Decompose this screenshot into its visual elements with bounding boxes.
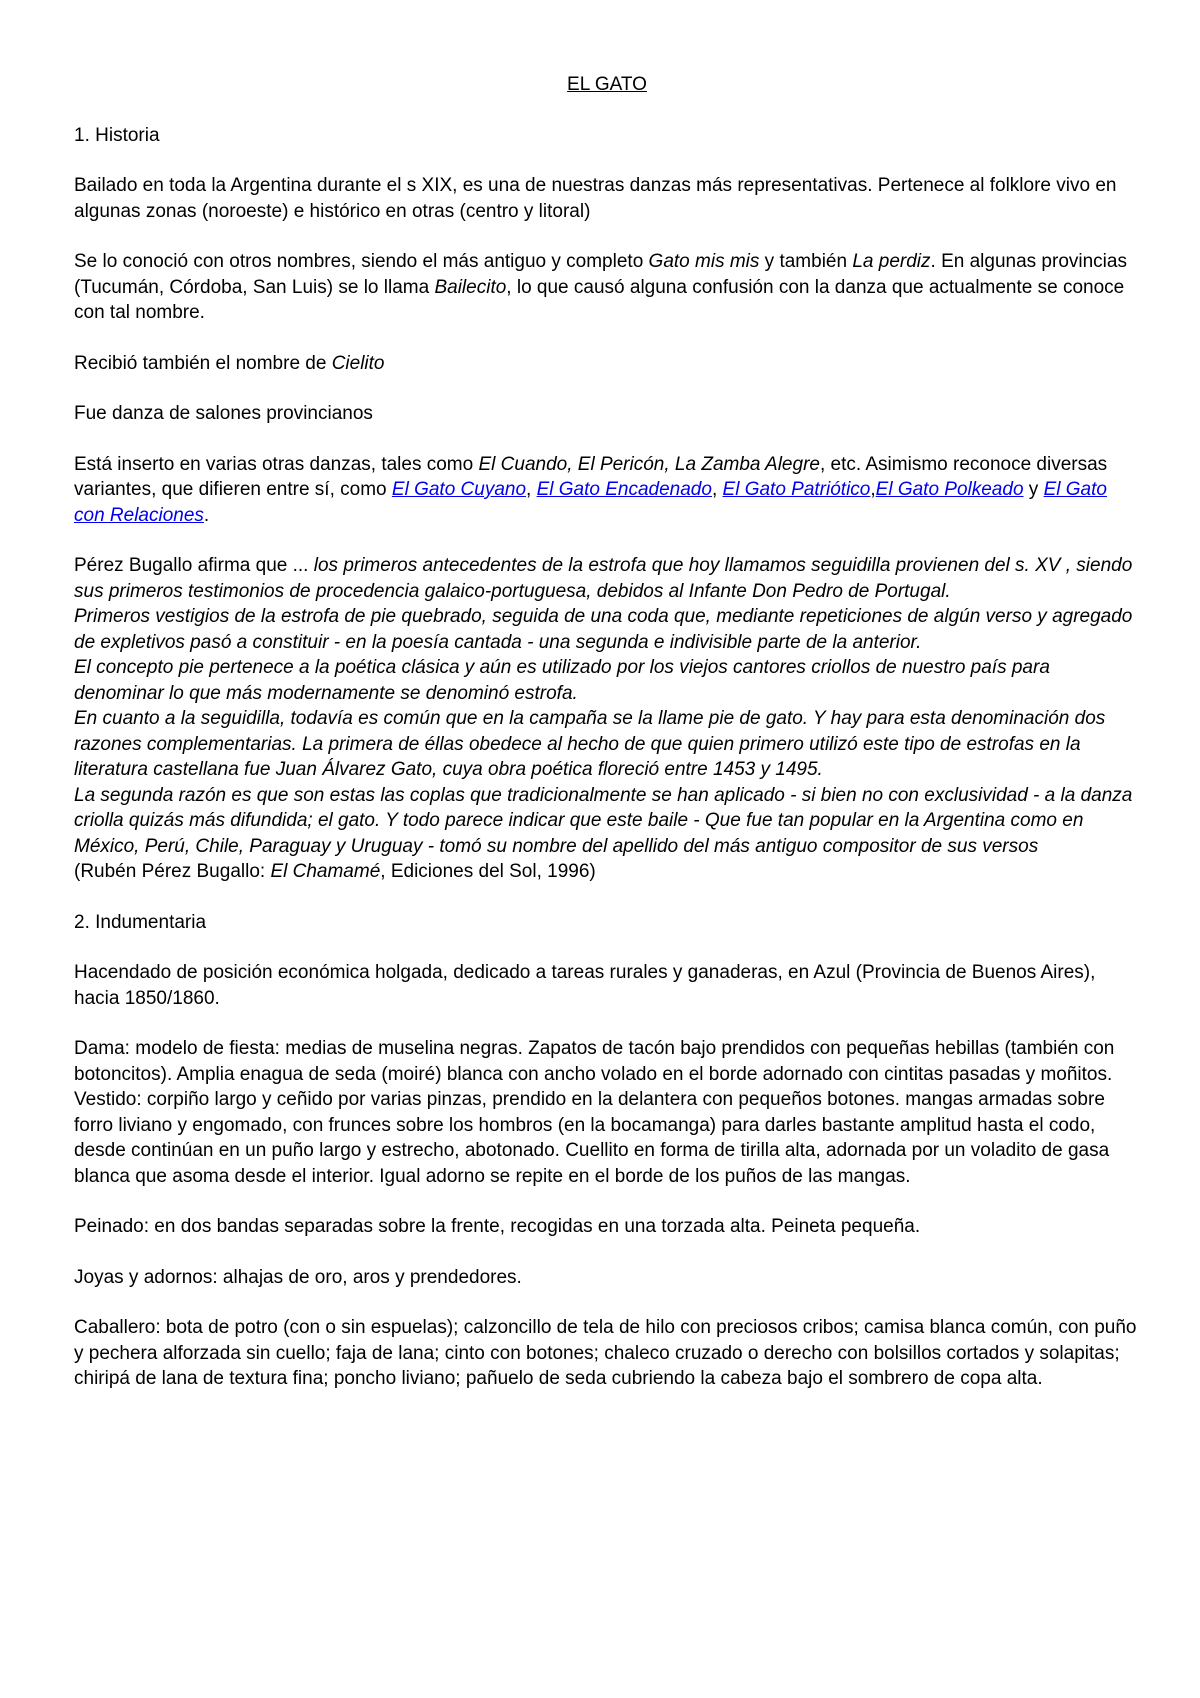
link-gato-encadenado[interactable]: El Gato Encadenado xyxy=(536,479,712,500)
section-heading-historia: 1. Historia xyxy=(74,124,160,146)
link-gato-con-relaciones[interactable]: El Gato con Relaciones xyxy=(74,479,1107,526)
paragraph: Bailado en toda la Argentina durante el s XIX, es una de nuestras danzas más representativas. Pertenece al folklore vivo en algunas zonas (noroeste) e histórico en otras (centro y litoral) xyxy=(74,175,1117,222)
paragraph: Se lo conoció con otros nombres, siendo el más antiguo y completo Gato mis mis y también La perdiz. En algunas provincias (Tucumán, Córdoba, San Luis) se lo llama Bailecito, lo que causó alguna confusión con la danza que actualmente se conoce con tal nombre. xyxy=(74,251,1127,323)
quote-line: El concepto pie pertenece a la poética clásica y aún es utilizado por los viejos cantores criollos de nuestro país para denominar lo que más modernamente se denominó estrofa. xyxy=(74,657,1050,704)
paragraph: Caballero: bota de potro (con o sin espuelas); calzoncillo de tela de hilo con preciosos cribos; camisa blanca común, con puño y pechera alforzada sin cuello; faja de lana; cinto con botones; chaleco cruzado o derecho con bolsillos cortados y solapitas; chiripá de lana de textura fina; poncho liviano; pañuelo de seda cubriendo la cabeza bajo el sombrero de copa alta. xyxy=(74,1317,1137,1389)
link-gato-cuyano[interactable]: El Gato Cuyano xyxy=(391,479,527,500)
link-gato-patriotico[interactable]: El Gato Patriótico xyxy=(722,479,871,500)
section-heading-indumentaria: 2. Indumentaria xyxy=(74,911,207,933)
paragraph: Joyas y adornos: alhajas de oro, aros y prendedores. xyxy=(74,1266,522,1288)
quote-line: La segunda razón es que son estas las coplas que tradicionalmente se han aplicado - si bien no con exclusividad - a la danza criolla quizás más difundida; el gato. Y todo parece indicar que este baile - Que fue tan popular en la Argentina como en México, Perú, Chile, Paraguay y Uruguay - tomó su nombre del apellido del más antiguo compositor de sus versos xyxy=(74,784,1133,857)
paragraph: Dama: modelo de fiesta: medias de muselina negras. Zapatos de tacón bajo prendidos con pequeñas hebillas (también con botoncitos). Amplia enagua de seda (moiré) blanca con ancho volado en el borde adornado con cintitas pasadas y moñitos. Vestido: corpiño largo y ceñido por varias pinzas, prendido en la delantera con pequeños botones. mangas armadas sobre forro liviano y engomado, con frunces sobre los hombros (en la bocamanga) para darles bastante amplitud hasta el codo, desde continúan en un puño largo y estrecho, abotonado. Cuellito en forma de tirilla alta, adornada por un voladito de gasa blanca que asoma desde el interior. Igual adorno se repite en el borde de los puños de las mangas. xyxy=(74,1038,1115,1187)
paragraph: Está inserto en varias otras danzas, tales como El Cuando, El Pericón, La Zamba Alegre, etc. Asimismo reconoce diversas variantes, que difieren entre sí, como El Gato Cuyano, El Gato Encadenado, El Gato Patriótico,El Gato Polkeado y El Gato con Relaciones. xyxy=(74,453,1108,526)
quote-block xyxy=(74,553,1140,885)
paragraph: Recibió también el nombre de Cielito xyxy=(74,352,385,374)
paragraph: Peinado: en dos bandas separadas sobre la frente, recogidas en una torzada alta. Peineta pequeña. xyxy=(74,1216,921,1237)
quote-line: En cuanto a la seguidilla, todavía es común que en la campaña se la llame pie de gato. Y hay para esta denominación dos razones complementarias. La primera de éllas obedece al hecho de que quien primero utilizó este tipo de estrofas en la literatura castellana fue Juan Álvarez Gato, cuya obra poética floreció entre 1453 y 1495. xyxy=(74,708,1106,780)
link-gato-polkeado[interactable]: El Gato Polkeado xyxy=(875,479,1024,500)
paragraph: Hacendado de posición económica holgada, dedicado a tareas rurales y ganaderas, en Azul (Provincia de Buenos Aires), hacia 1850/1860. xyxy=(74,962,1096,1009)
document-title: EL GATO xyxy=(567,74,647,95)
paragraph: Fue danza de salones provincianos xyxy=(74,403,373,424)
document-page xyxy=(74,72,1140,1417)
quote-citation: (Rubén Pérez Bugallo: El Chamamé, Ediciones del Sol, 1996) xyxy=(74,861,596,882)
quote-line: Primeros vestigios de la estrofa de pie quebrado, seguida de una coda que, mediante repeticiones de algún verso y agregado de expletivos pasó a constituir - en la poesía cantada - una segunda e indivisible parte de la anterior. xyxy=(74,606,1133,653)
quote-line: Pérez Bugallo afirma que ... los primeros antecedentes de la estrofa que hoy llamamos seguidilla provienen del s. XV , siendo sus primeros testimonios de procedencia galaico-portuguesa, debidos al Infante Don Pedro de Portugal. xyxy=(74,555,1133,602)
